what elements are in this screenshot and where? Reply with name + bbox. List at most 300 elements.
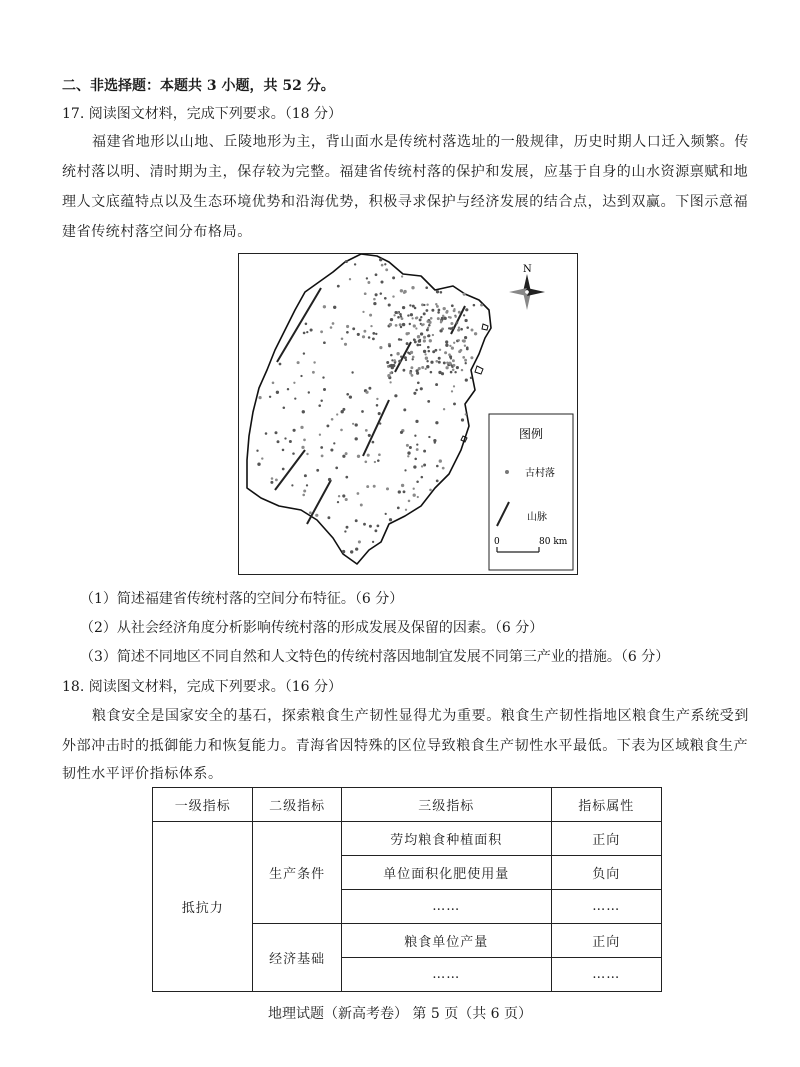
village-dot xyxy=(426,309,429,312)
q18-para-line: 外部冲击时的抵御能力和恢复能力。青海省因特殊的区位导致粮食生产韧性水平最低。下表为区域粮食生产 xyxy=(62,738,749,754)
village-dot xyxy=(389,518,392,521)
village-dot xyxy=(357,455,360,458)
village-dot xyxy=(372,332,375,335)
village-dot xyxy=(423,350,426,353)
village-dot xyxy=(300,426,303,429)
village-dot xyxy=(415,420,418,423)
legend-village-label: 古村落 xyxy=(525,468,555,479)
map-canvas xyxy=(239,254,577,574)
village-dot xyxy=(455,316,457,318)
village-dot xyxy=(337,285,340,288)
village-dot xyxy=(448,362,451,365)
village-dot xyxy=(403,490,406,493)
village-dot xyxy=(379,258,382,261)
q17-para-line: 理人文底蕴特点以及生态环境优势和沿海优势，积极寻求保护与经济发展的结合点，达到双赢。下图示意福 xyxy=(62,194,749,210)
table-header: 指标属性 xyxy=(551,788,661,822)
village-dot xyxy=(413,465,416,468)
table-header: 三级指标 xyxy=(341,788,551,822)
village-dot xyxy=(340,429,343,432)
village-dot xyxy=(303,439,306,442)
village-dot xyxy=(344,343,347,346)
village-dot xyxy=(419,339,421,341)
village-dot xyxy=(272,382,275,385)
village-dot xyxy=(429,489,432,492)
village-dot xyxy=(385,268,388,271)
village-dot xyxy=(470,356,473,359)
village-dot xyxy=(413,494,416,497)
village-dot xyxy=(441,372,444,375)
village-dot xyxy=(394,311,397,314)
village-dot xyxy=(362,311,364,313)
village-dot xyxy=(470,377,472,379)
village-dot xyxy=(436,480,439,483)
village-dot xyxy=(461,418,464,421)
village-dot xyxy=(410,351,413,354)
level1-cell: 抵抗力 xyxy=(153,822,253,992)
mountain-range xyxy=(275,450,305,490)
village-dot xyxy=(438,309,441,312)
village-dot xyxy=(409,323,411,325)
village-dot xyxy=(456,321,459,324)
level2-cell: 经济基础 xyxy=(253,924,341,992)
village-dot xyxy=(379,422,381,424)
village-dot xyxy=(420,387,423,390)
legend-title: 图例 xyxy=(519,427,544,441)
village-dot xyxy=(426,360,428,362)
village-dot xyxy=(364,460,367,463)
village-dot xyxy=(306,331,308,333)
village-dot xyxy=(464,319,467,322)
village-dot xyxy=(368,434,371,437)
village-dot xyxy=(401,317,404,320)
village-dot xyxy=(360,504,363,507)
village-dot xyxy=(412,317,414,319)
village-dot xyxy=(332,322,335,325)
village-dot xyxy=(341,410,344,413)
village-dot xyxy=(414,435,416,437)
village-dot xyxy=(464,359,467,362)
village-dot xyxy=(342,455,345,458)
village-dot xyxy=(474,332,477,335)
village-dot xyxy=(291,484,293,486)
village-dot xyxy=(409,446,412,449)
village-dot xyxy=(338,495,340,497)
village-dot xyxy=(389,372,392,375)
village-dot xyxy=(385,513,387,515)
village-dot xyxy=(410,313,413,316)
village-dot xyxy=(300,375,302,377)
village-dot xyxy=(456,366,459,369)
village-dot xyxy=(380,292,383,295)
village-dot xyxy=(390,318,393,321)
village-dot xyxy=(397,507,400,510)
village-dot xyxy=(378,453,381,456)
village-dot xyxy=(435,383,438,386)
village-dot xyxy=(390,354,393,357)
village-dot xyxy=(411,374,414,377)
village-dot xyxy=(426,365,429,368)
village-dot xyxy=(369,314,372,317)
level3-cell: …… xyxy=(341,958,551,992)
village-dot xyxy=(416,448,419,451)
village-dot xyxy=(450,357,452,359)
village-dot xyxy=(421,323,424,326)
village-dot xyxy=(465,413,467,415)
village-dot xyxy=(396,352,399,355)
village-dot xyxy=(389,364,392,367)
village-dot xyxy=(419,344,421,346)
village-dot xyxy=(438,361,441,364)
village-dot xyxy=(439,349,441,351)
village-dot xyxy=(409,304,411,306)
village-dot xyxy=(293,382,295,384)
village-dot xyxy=(421,366,424,369)
village-dot xyxy=(309,511,312,514)
village-dot xyxy=(409,372,412,375)
q18-heading: 18. 阅读图文材料，完成下列要求。（16 分） xyxy=(62,679,342,695)
village-dot xyxy=(367,281,370,284)
village-dot xyxy=(398,490,401,493)
village-dot xyxy=(416,372,419,375)
village-dot xyxy=(398,338,401,341)
village-dot xyxy=(460,328,463,331)
village-dot xyxy=(377,525,380,528)
village-dot xyxy=(436,465,439,468)
q17-para-line: 福建省地形以山地、丘陵地形为主，背山面水是传统村落选址的一般规律，历史时期人口迁入频繁。传 xyxy=(92,134,749,150)
village-dot xyxy=(287,388,289,390)
village-dot xyxy=(449,345,451,347)
table-header: 二级指标 xyxy=(253,788,341,822)
village-dot xyxy=(442,467,445,470)
village-dot xyxy=(364,292,367,295)
village-dot xyxy=(326,424,329,427)
village-dot xyxy=(403,408,406,411)
village-dot xyxy=(375,293,378,296)
village-dot xyxy=(417,496,419,498)
village-dot xyxy=(452,364,455,367)
village-dot xyxy=(407,455,409,457)
village-dot xyxy=(362,335,365,338)
village-dot xyxy=(318,404,321,407)
village-dot xyxy=(426,328,429,331)
village-dot xyxy=(443,361,446,364)
village-dot xyxy=(465,362,467,364)
village-dot xyxy=(375,333,377,335)
village-dot xyxy=(376,398,378,400)
village-dot xyxy=(454,371,456,373)
village-dot xyxy=(405,509,407,511)
village-dot xyxy=(397,316,400,319)
legend-village-symbol xyxy=(505,470,509,474)
village-dot xyxy=(412,358,414,360)
village-dot xyxy=(439,459,442,462)
village-dot xyxy=(363,523,366,526)
village-dot xyxy=(312,371,315,374)
mountain-range xyxy=(307,480,331,524)
village-dot xyxy=(352,327,355,330)
village-dot xyxy=(389,381,391,383)
table-header: 一级指标 xyxy=(153,788,253,822)
village-dot xyxy=(408,500,411,503)
village-dot xyxy=(458,326,460,328)
village-dot xyxy=(276,391,279,394)
village-dot xyxy=(351,371,353,373)
village-dot xyxy=(305,323,308,326)
village-dot xyxy=(282,449,285,452)
village-dot xyxy=(310,328,313,331)
village-dot xyxy=(301,446,304,449)
village-dot xyxy=(372,441,375,444)
village-dot xyxy=(428,436,430,438)
village-dot xyxy=(257,463,260,466)
fujian-village-map xyxy=(238,253,578,575)
village-dot xyxy=(426,304,428,306)
table-row xyxy=(153,822,662,856)
village-dot xyxy=(403,369,406,372)
village-dot xyxy=(414,307,417,310)
village-dot xyxy=(389,323,392,326)
village-dot xyxy=(436,305,439,308)
village-dot xyxy=(457,329,460,332)
village-dot xyxy=(374,529,377,532)
village-dot xyxy=(357,492,360,495)
village-dot xyxy=(330,326,333,329)
page-footer: 地理试题（新高考卷） 第 5 页（共 6 页） xyxy=(267,1006,533,1022)
village-dot xyxy=(412,356,415,359)
village-dot xyxy=(346,526,349,529)
village-dot xyxy=(375,273,378,276)
village-dot xyxy=(304,474,307,477)
village-dot xyxy=(393,314,395,316)
village-dot xyxy=(440,291,443,294)
attr-cell: 负向 xyxy=(551,856,661,890)
village-dot xyxy=(433,439,436,442)
village-dot xyxy=(430,317,433,320)
village-dot xyxy=(322,376,324,378)
village-dot xyxy=(345,452,348,455)
village-dot xyxy=(388,344,391,347)
village-dot xyxy=(440,321,442,323)
village-dot xyxy=(283,407,286,410)
village-dot xyxy=(439,329,442,332)
village-dot xyxy=(452,369,455,372)
village-dot xyxy=(289,440,292,443)
village-dot xyxy=(345,498,348,501)
village-dot xyxy=(261,457,263,459)
village-dot xyxy=(265,432,268,435)
attr-cell: …… xyxy=(551,958,661,992)
village-dot xyxy=(406,342,409,345)
village-dot xyxy=(368,387,371,390)
village-dot xyxy=(416,481,419,484)
village-dot xyxy=(323,305,326,308)
q17-para-line: 建省传统村落空间分布格局。 xyxy=(62,224,252,240)
village-dot xyxy=(446,361,448,363)
village-dot xyxy=(415,389,418,392)
scale-start-label: 0 xyxy=(494,537,500,547)
village-dot xyxy=(448,327,450,329)
village-dot xyxy=(453,342,455,344)
village-dot xyxy=(355,519,358,522)
village-dot xyxy=(458,311,461,314)
village-dot xyxy=(293,429,296,432)
village-dot xyxy=(372,338,375,341)
village-dot xyxy=(400,339,402,341)
village-dot xyxy=(423,312,426,315)
village-dot xyxy=(302,410,305,413)
village-dot xyxy=(435,421,438,424)
table-header-row xyxy=(153,788,662,822)
village-dot xyxy=(413,338,416,341)
village-dot xyxy=(365,429,368,432)
village-dot xyxy=(452,359,455,362)
village-dot xyxy=(316,469,319,472)
compass-rose xyxy=(509,264,545,310)
attr-cell: 正向 xyxy=(551,924,661,958)
village-dot xyxy=(313,361,315,363)
village-dot xyxy=(366,277,368,279)
village-dot xyxy=(345,476,348,479)
village-dot xyxy=(411,286,414,289)
village-dot xyxy=(354,263,356,265)
village-dot xyxy=(342,494,345,497)
village-dot xyxy=(445,311,448,314)
village-dot xyxy=(355,547,358,550)
q17-heading: 17. 阅读图文材料，完成下列要求。（18 分） xyxy=(62,106,342,122)
section-title: 二、非选择题：本题共 3 小题，共 52 分。 xyxy=(62,78,335,94)
village-dot xyxy=(277,440,280,443)
village-dot xyxy=(394,394,397,397)
village-dot xyxy=(431,309,434,312)
village-dot xyxy=(271,477,274,480)
village-dot xyxy=(427,334,430,337)
mountain-range xyxy=(395,342,411,372)
village-dot xyxy=(319,434,321,436)
village-dot xyxy=(461,369,463,371)
village-dot xyxy=(367,454,370,457)
village-dot xyxy=(400,431,403,434)
q18-para-line: 韧性水平评价指标体系。 xyxy=(62,766,223,782)
village-dot xyxy=(423,304,425,306)
village-dot xyxy=(453,385,455,387)
village-dot xyxy=(400,289,403,292)
village-dot xyxy=(466,348,469,351)
village-dot xyxy=(451,327,454,330)
village-dot xyxy=(427,400,430,403)
village-dot xyxy=(410,366,413,369)
village-dot xyxy=(302,494,305,497)
village-dot xyxy=(427,346,430,349)
village-dot xyxy=(398,360,401,363)
village-dot xyxy=(420,316,422,318)
village-dot xyxy=(463,314,465,316)
village-dot xyxy=(393,359,395,361)
village-dot xyxy=(294,397,296,399)
village-dot xyxy=(402,306,405,309)
village-dot xyxy=(333,306,336,309)
mountain-range xyxy=(363,400,389,456)
village-dot xyxy=(373,298,376,301)
village-dot xyxy=(453,402,456,405)
village-dot xyxy=(328,478,331,481)
village-dot xyxy=(330,448,333,451)
village-dot xyxy=(417,335,420,338)
village-dot xyxy=(363,330,366,333)
village-dot xyxy=(453,309,456,312)
village-dot xyxy=(464,336,467,339)
village-dot xyxy=(352,423,354,425)
village-dot xyxy=(315,514,318,517)
village-dot xyxy=(444,317,447,320)
village-dot xyxy=(444,351,447,354)
village-dot xyxy=(449,316,452,319)
village-dot xyxy=(445,344,448,347)
village-dot xyxy=(384,297,387,300)
village-dot xyxy=(370,325,372,327)
village-dot xyxy=(355,423,358,426)
village-dot xyxy=(429,339,432,342)
village-dot xyxy=(349,278,351,280)
village-dot xyxy=(416,443,418,445)
village-dot xyxy=(365,391,368,394)
village-dot xyxy=(436,290,439,293)
village-dot xyxy=(386,487,389,490)
village-dot xyxy=(342,550,345,553)
village-dot xyxy=(380,280,383,283)
village-dot xyxy=(430,371,433,374)
village-dots xyxy=(256,258,483,554)
village-dot xyxy=(413,324,416,327)
indicator-table xyxy=(152,787,662,992)
village-dot xyxy=(333,442,335,444)
village-dot xyxy=(445,340,448,343)
village-dot xyxy=(275,479,278,482)
village-dot xyxy=(306,484,308,486)
village-dot xyxy=(387,374,390,377)
village-dot xyxy=(361,410,364,413)
village-dot xyxy=(401,484,404,487)
village-dot xyxy=(320,446,323,449)
village-dot xyxy=(372,541,374,543)
village-dot xyxy=(451,390,453,392)
level3-cell: 单位面积化肥使用量 xyxy=(341,856,551,890)
village-dot xyxy=(368,336,371,339)
level3-cell: …… xyxy=(341,890,551,924)
village-dot xyxy=(480,303,483,306)
village-dot xyxy=(331,418,334,421)
village-dot xyxy=(462,356,465,359)
village-dot xyxy=(337,501,339,503)
village-dot xyxy=(450,371,453,374)
village-dot xyxy=(306,453,308,455)
village-dot xyxy=(423,336,426,339)
village-dot xyxy=(282,468,285,471)
village-dot xyxy=(358,540,361,543)
village-dot xyxy=(407,332,410,335)
village-dot xyxy=(284,437,286,439)
village-dot xyxy=(430,361,433,364)
village-dot xyxy=(297,361,300,364)
village-dot xyxy=(451,304,454,307)
village-dot xyxy=(402,323,405,326)
village-dot xyxy=(369,525,372,528)
village-dot xyxy=(432,334,434,336)
village-dot xyxy=(428,321,431,324)
village-dot xyxy=(346,325,349,328)
village-dot xyxy=(403,290,406,293)
village-dot xyxy=(417,381,420,384)
level3-cell: 粮食单位产量 xyxy=(341,924,551,958)
